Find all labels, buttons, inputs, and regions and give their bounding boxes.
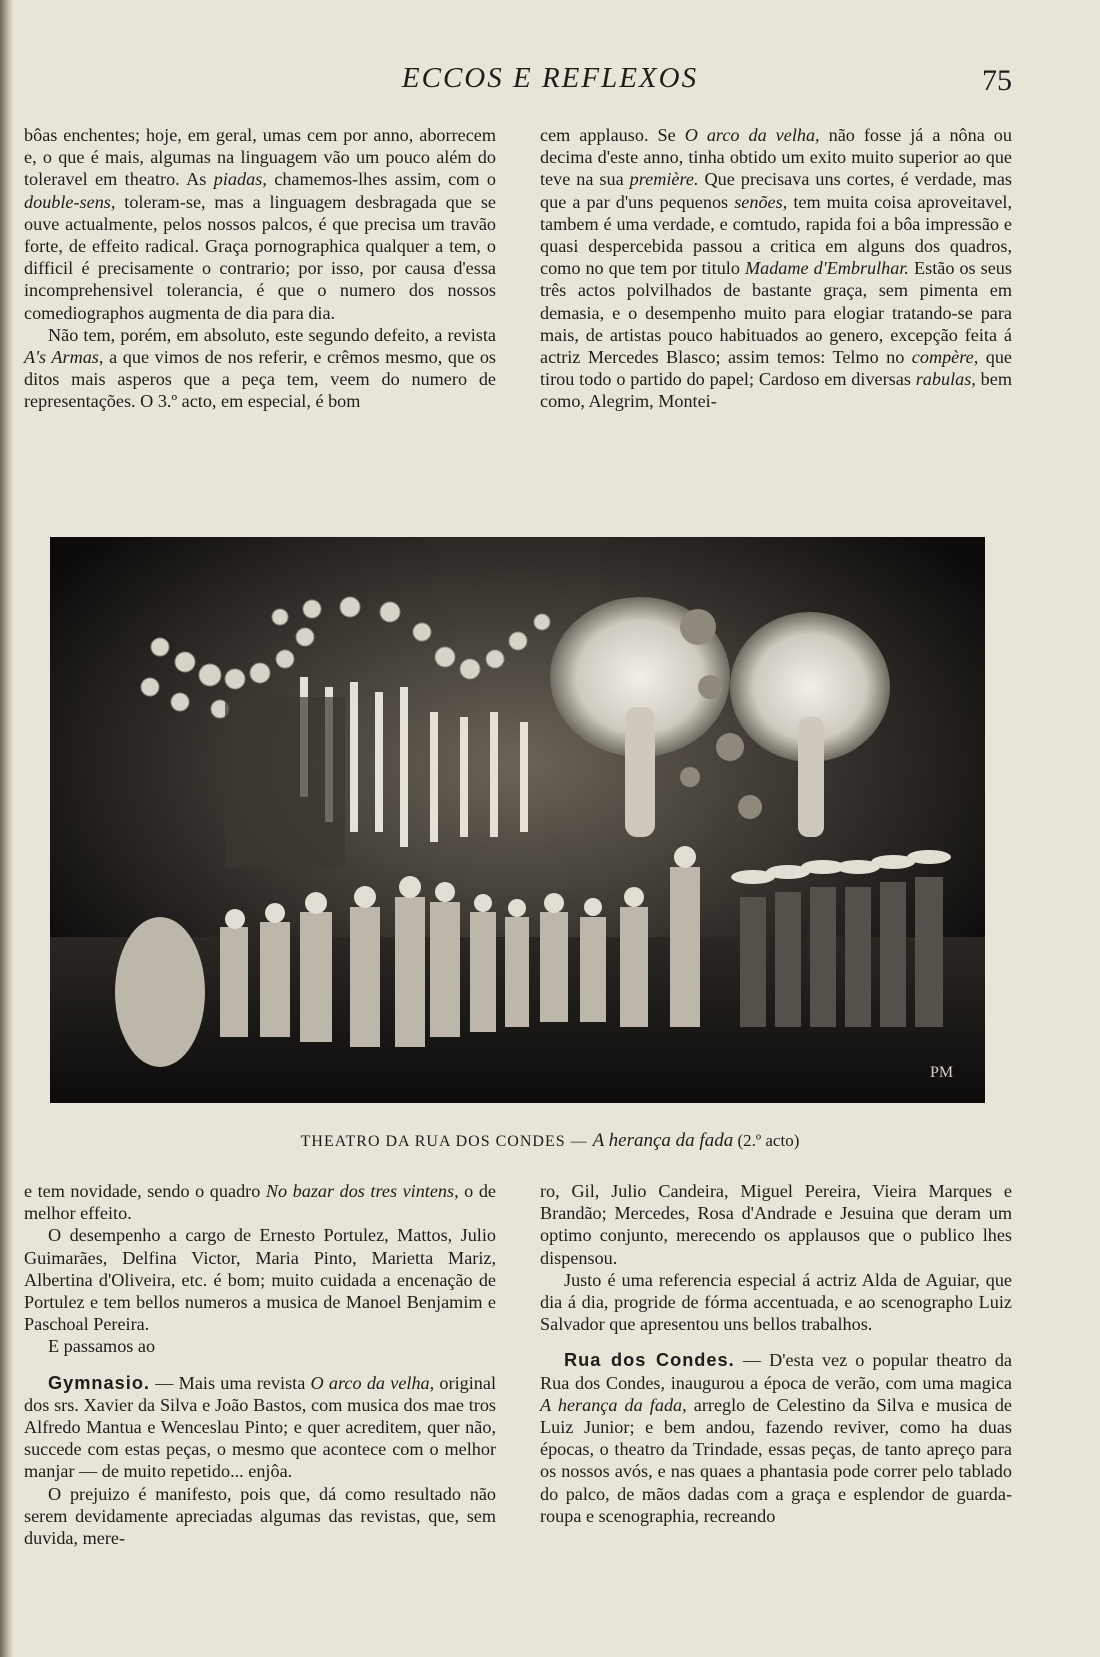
section-rua-dos-condes: Rua dos Condes. — D'esta vez o popular theatro da Rua dos Condes, inaugurou a época de verão, com uma magica A herança da fada, arreglo de Celestino da Silva e musica de Luiz Junior; e bem andou, fazendo reviver, como ha duas épocas, o theatro da Trindade, essas peças, de tanto apreço para os nossos avós, e nas quaes a phantasia pode correr pelo tablado do palco, de mãos dadas com a graça e esplendor de guarda-roupa e scenographia, recreando <box>540 1350 1012 1526</box>
column-top-left <box>24 124 496 413</box>
stage-scene-illustration <box>50 537 985 1103</box>
column-bottom-right <box>540 1180 1012 1527</box>
paragraph: bôas enchentes; hoje, em geral, umas cem por anno, aborrecem e, o que é mais, algumas na linguagem vão um pouco além do toleravel em theatro. As piadas, chamemos-lhes assim, com o double-sens, toleram-se, mas a linguagem desbragada que se ouve actualmente, pelos nossos palcos, é que precisa um travão forte, de effeito radical. Graça pornographica qualquer a tem, o difficil é precisamente o contrario; por isso, por causa d'essa incomprehensivel tolerancia, é que o numero dos nossos comediographos augmenta de dia para dia. <box>24 125 497 323</box>
section-gymnasio: Gymnasio. — Mais uma revista O arco da velha, original dos srs. Xavier da Silva e João Bastos, com musica dos mae tros Alfredo Mantua e Wenceslau Pinto; e quer acreditem, quer não, succede com estas peças, o mesmo que acontece com o melhor manjar — de muito repetido... enjôa. <box>24 1372 496 1482</box>
paragraph: e tem novidade, sendo o quadro No bazar dos tres vintens, o de melhor effeito. <box>24 1181 496 1224</box>
column-bottom-left <box>24 1180 496 1549</box>
paragraph: O prejuizo é manifesto, pois que, dá como resultado não serem devidamente apreciadas algumas das revistas, que, sem duvida, mere- <box>24 1483 496 1549</box>
photo-signature: PM <box>930 1064 954 1081</box>
paragraph: cem applauso. Se O arco da velha, não fosse já a nôna ou decima d'este anno, tinha obtido um exito muito superior ao que teve na sua première. Que precisava uns cortes, é verdade, mas que a par d'uns pequenos senões, tem muita coisa aproveitavel, tambem é uma verdade, e comtudo, rapida foi a bôa impressão e quasi despercebida passou a critica em alguns dos quadros, como no que tem por titulo Madame d'Embrulhar. Estão os seus três actos polvilhados de bastante graça, sem pimenta em demasia, e o desempenho muito para elogiar tratando-se para mais, de artistas pouco habituados ao genero, excepção feita á actriz Mercedes Blasco; assim temos: Telmo no compère, que tirou todo o partido do papel; Cardoso em diversas rabulas, bem como, Alegrim, Montei- <box>540 125 1013 412</box>
paragraph: O desempenho a cargo de Ernesto Portulez, Mattos, Julio Guimarães, Delfina Victor, Maria Pinto, Marietta Mariz, Albertina d'Oliveira, etc. é bom; muito cuidada a encenação de Portulez e tem bellos numeros a musica de Manoel Benjamim e Paschoal Pereira. <box>24 1225 496 1335</box>
book-spine-shadow <box>0 0 14 1657</box>
paragraph: ro, Gil, Julio Candeira, Miguel Pereira, Vieira Marques e Brandão; Mercedes, Rosa d'Andrade e Jesuina que deram um optimo conjunto, merecendo os applausos que o publico lhes dispensou. <box>540 1181 1012 1268</box>
paragraph: Justo é uma referencia especial á actriz Alda de Aguiar, que dia á dia, progride de fórma accentuada, e ao scenographo Luiz Salvador que apresentou uns bellos trabalhos. <box>540 1269 1012 1335</box>
section-title: Gymnasio. <box>48 1372 150 1393</box>
running-title: ECCOS E REFLEXOS <box>401 62 699 94</box>
stage-photograph <box>50 537 985 1103</box>
paragraph: Não tem, porém, em absoluto, este segundo defeito, a revista A's Armas, a que vimos de nos referir, e crêmos mesmo, que os ditos mais asperos que a peça tem, veem do numero de representações. O 3.º acto, em especial, é bom <box>24 324 496 412</box>
paragraph: E passamos ao <box>48 1336 156 1357</box>
page-number: 75 <box>982 64 1012 97</box>
photo-caption: THEATRO DA RUA DOS CONDES — A herança da fada (2.º acto) <box>300 1130 800 1151</box>
section-title: Rua dos Condes. <box>564 1350 735 1371</box>
column-top-right <box>540 124 1012 413</box>
